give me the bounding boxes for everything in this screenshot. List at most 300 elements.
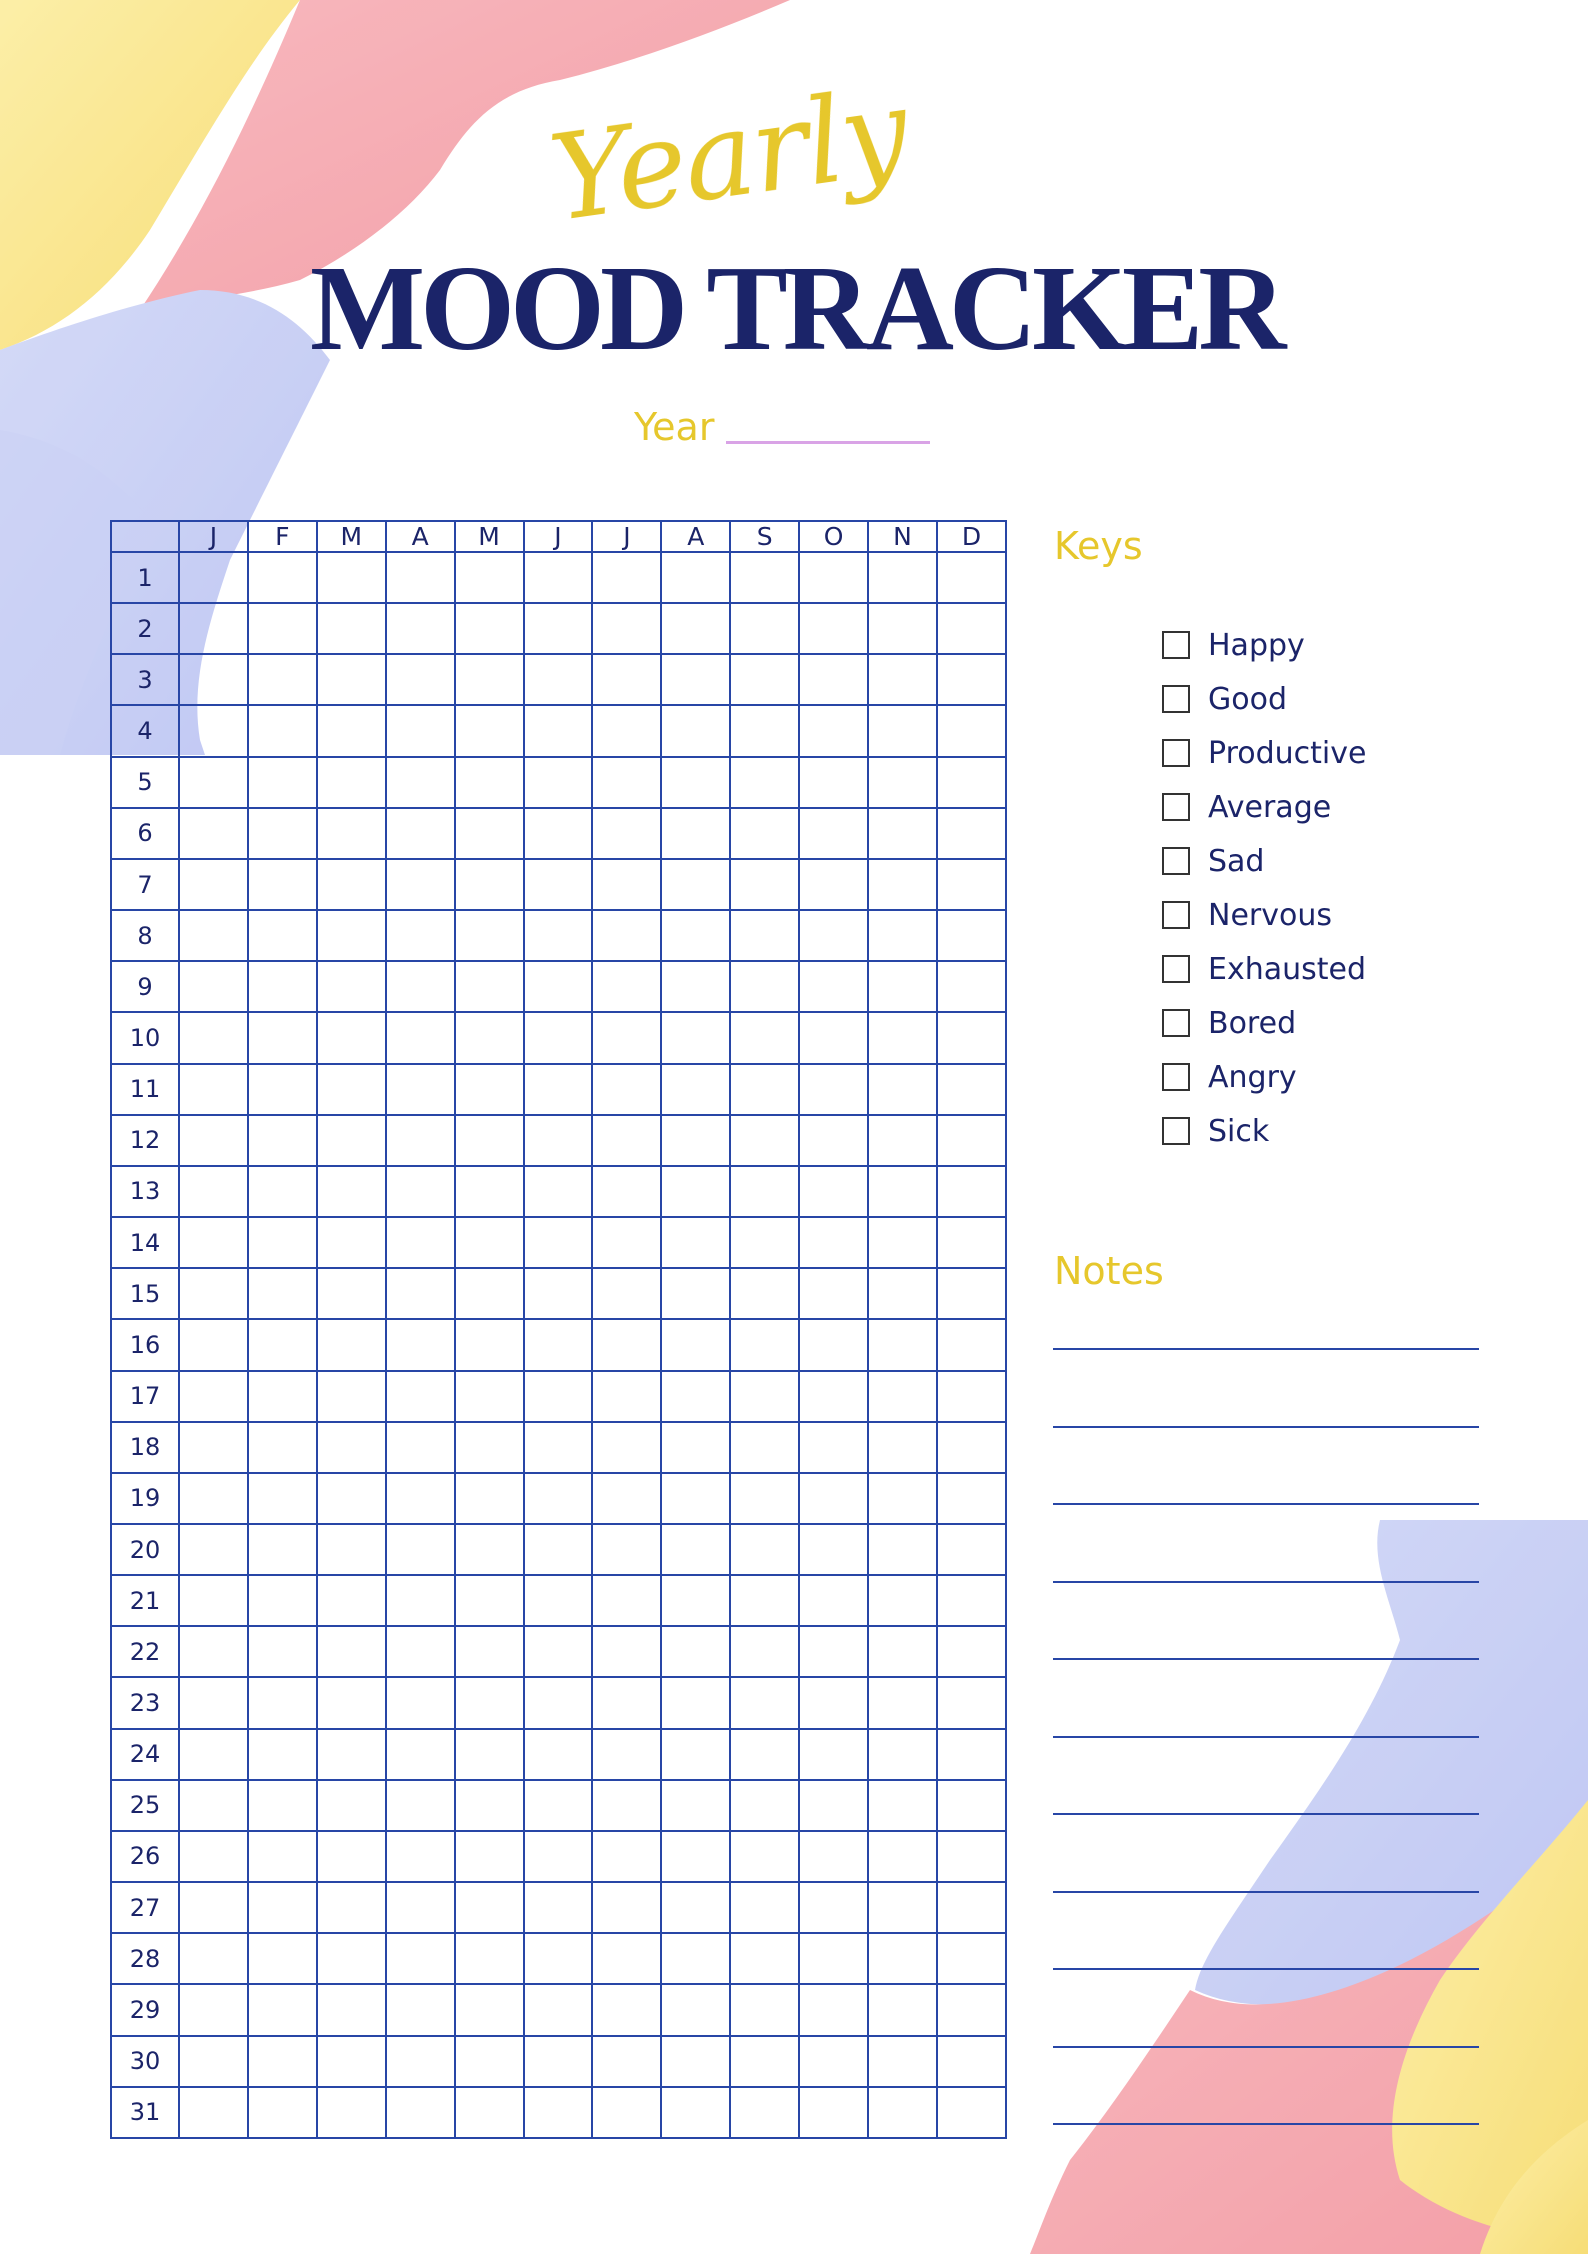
mood-cell[interactable] <box>868 1319 937 1370</box>
mood-cell[interactable] <box>179 2087 248 2138</box>
mood-cell[interactable] <box>799 1524 868 1575</box>
mood-cell[interactable] <box>317 757 386 808</box>
mood-cell[interactable] <box>868 1115 937 1166</box>
mood-cell[interactable] <box>661 1729 730 1780</box>
mood-cell[interactable] <box>937 757 1006 808</box>
mood-cell[interactable] <box>179 1575 248 1626</box>
mood-cell[interactable] <box>386 1677 455 1728</box>
mood-cell[interactable] <box>179 552 248 603</box>
mood-cell[interactable] <box>386 1268 455 1319</box>
mood-cell[interactable] <box>248 1473 317 1524</box>
mood-cell[interactable] <box>317 1371 386 1422</box>
mood-cell[interactable] <box>799 1268 868 1319</box>
mood-cell[interactable] <box>799 910 868 961</box>
mood-cell[interactable] <box>248 1984 317 2035</box>
mood-cell[interactable] <box>248 1371 317 1422</box>
mood-cell[interactable] <box>455 1831 524 1882</box>
mood-cell[interactable] <box>524 2036 593 2087</box>
mood-cell[interactable] <box>386 1831 455 1882</box>
mood-cell[interactable] <box>799 859 868 910</box>
mood-cell[interactable] <box>661 1319 730 1370</box>
mood-cell[interactable] <box>592 654 661 705</box>
mood-cell[interactable] <box>179 1166 248 1217</box>
mood-cell[interactable] <box>730 2087 799 2138</box>
key-checkbox[interactable] <box>1162 1063 1190 1091</box>
mood-cell[interactable] <box>386 1371 455 1422</box>
mood-cell[interactable] <box>661 1575 730 1626</box>
mood-cell[interactable] <box>317 1575 386 1626</box>
mood-cell[interactable] <box>592 1933 661 1984</box>
mood-cell[interactable] <box>524 1371 593 1422</box>
mood-cell[interactable] <box>661 654 730 705</box>
mood-cell[interactable] <box>455 859 524 910</box>
mood-cell[interactable] <box>455 1933 524 1984</box>
mood-cell[interactable] <box>730 1882 799 1933</box>
mood-cell[interactable] <box>937 1575 1006 1626</box>
mood-cell[interactable] <box>937 1524 1006 1575</box>
mood-cell[interactable] <box>868 1371 937 1422</box>
year-input-line[interactable] <box>726 441 930 444</box>
mood-cell[interactable] <box>799 1831 868 1882</box>
mood-cell[interactable] <box>317 1729 386 1780</box>
mood-cell[interactable] <box>661 1677 730 1728</box>
mood-cell[interactable] <box>799 603 868 654</box>
mood-cell[interactable] <box>248 2036 317 2087</box>
mood-cell[interactable] <box>524 808 593 859</box>
mood-cell[interactable] <box>179 1933 248 1984</box>
mood-cell[interactable] <box>730 2036 799 2087</box>
mood-cell[interactable] <box>799 654 868 705</box>
mood-cell[interactable] <box>661 859 730 910</box>
key-checkbox[interactable] <box>1162 901 1190 929</box>
mood-cell[interactable] <box>661 1473 730 1524</box>
mood-cell[interactable] <box>937 2087 1006 2138</box>
mood-cell[interactable] <box>799 1984 868 2035</box>
mood-cell[interactable] <box>799 705 868 756</box>
mood-cell[interactable] <box>179 654 248 705</box>
mood-cell[interactable] <box>799 2036 868 2087</box>
mood-cell[interactable] <box>179 1626 248 1677</box>
mood-cell[interactable] <box>455 1575 524 1626</box>
mood-cell[interactable] <box>799 552 868 603</box>
mood-cell[interactable] <box>179 910 248 961</box>
mood-cell[interactable] <box>179 1677 248 1728</box>
key-checkbox[interactable] <box>1162 739 1190 767</box>
mood-cell[interactable] <box>661 1012 730 1063</box>
mood-cell[interactable] <box>799 1217 868 1268</box>
mood-cell[interactable] <box>730 910 799 961</box>
mood-cell[interactable] <box>592 2087 661 2138</box>
mood-cell[interactable] <box>248 859 317 910</box>
mood-cell[interactable] <box>730 1012 799 1063</box>
mood-cell[interactable] <box>868 1729 937 1780</box>
mood-cell[interactable] <box>730 1575 799 1626</box>
mood-cell[interactable] <box>179 1831 248 1882</box>
mood-cell[interactable] <box>524 654 593 705</box>
mood-cell[interactable] <box>868 1064 937 1115</box>
mood-cell[interactable] <box>455 1524 524 1575</box>
mood-cell[interactable] <box>386 1626 455 1677</box>
mood-cell[interactable] <box>386 910 455 961</box>
mood-cell[interactable] <box>937 1319 1006 1370</box>
mood-cell[interactable] <box>455 1677 524 1728</box>
mood-cell[interactable] <box>386 654 455 705</box>
key-checkbox[interactable] <box>1162 631 1190 659</box>
mood-cell[interactable] <box>937 1729 1006 1780</box>
mood-cell[interactable] <box>730 1780 799 1831</box>
mood-cell[interactable] <box>592 1166 661 1217</box>
mood-cell[interactable] <box>524 1473 593 1524</box>
mood-cell[interactable] <box>868 1626 937 1677</box>
mood-cell[interactable] <box>524 1166 593 1217</box>
mood-cell[interactable] <box>524 705 593 756</box>
mood-cell[interactable] <box>799 1115 868 1166</box>
mood-cell[interactable] <box>524 1422 593 1473</box>
mood-cell[interactable] <box>386 1319 455 1370</box>
note-line[interactable] <box>1053 2123 1479 2125</box>
mood-cell[interactable] <box>799 808 868 859</box>
mood-cell[interactable] <box>799 1677 868 1728</box>
mood-cell[interactable] <box>455 1319 524 1370</box>
mood-cell[interactable] <box>868 1677 937 1728</box>
mood-cell[interactable] <box>799 1780 868 1831</box>
mood-cell[interactable] <box>317 910 386 961</box>
mood-cell[interactable] <box>455 1371 524 1422</box>
mood-cell[interactable] <box>592 1729 661 1780</box>
mood-cell[interactable] <box>179 603 248 654</box>
note-line[interactable] <box>1053 1658 1479 1660</box>
mood-cell[interactable] <box>455 2087 524 2138</box>
mood-cell[interactable] <box>661 705 730 756</box>
mood-cell[interactable] <box>937 1831 1006 1882</box>
mood-cell[interactable] <box>937 654 1006 705</box>
mood-cell[interactable] <box>592 1984 661 2035</box>
mood-cell[interactable] <box>799 1371 868 1422</box>
mood-cell[interactable] <box>386 2036 455 2087</box>
mood-cell[interactable] <box>937 1371 1006 1422</box>
mood-cell[interactable] <box>248 1012 317 1063</box>
mood-cell[interactable] <box>868 1575 937 1626</box>
mood-cell[interactable] <box>730 1473 799 1524</box>
mood-cell[interactable] <box>386 705 455 756</box>
mood-cell[interactable] <box>248 1319 317 1370</box>
mood-cell[interactable] <box>386 757 455 808</box>
mood-cell[interactable] <box>868 757 937 808</box>
mood-cell[interactable] <box>455 2036 524 2087</box>
mood-cell[interactable] <box>455 808 524 859</box>
mood-cell[interactable] <box>661 1780 730 1831</box>
mood-cell[interactable] <box>799 1064 868 1115</box>
key-checkbox[interactable] <box>1162 685 1190 713</box>
mood-cell[interactable] <box>868 552 937 603</box>
mood-cell[interactable] <box>317 603 386 654</box>
mood-cell[interactable] <box>317 2036 386 2087</box>
mood-cell[interactable] <box>730 1371 799 1422</box>
mood-cell[interactable] <box>592 1882 661 1933</box>
mood-cell[interactable] <box>317 1524 386 1575</box>
mood-cell[interactable] <box>799 1729 868 1780</box>
mood-cell[interactable] <box>248 1831 317 1882</box>
mood-cell[interactable] <box>661 552 730 603</box>
mood-cell[interactable] <box>386 1217 455 1268</box>
mood-cell[interactable] <box>248 603 317 654</box>
mood-cell[interactable] <box>455 1626 524 1677</box>
mood-cell[interactable] <box>317 2087 386 2138</box>
mood-cell[interactable] <box>661 1166 730 1217</box>
mood-cell[interactable] <box>248 1217 317 1268</box>
mood-cell[interactable] <box>592 859 661 910</box>
mood-cell[interactable] <box>937 2036 1006 2087</box>
mood-cell[interactable] <box>868 1473 937 1524</box>
mood-cell[interactable] <box>179 705 248 756</box>
mood-cell[interactable] <box>661 1933 730 1984</box>
mood-cell[interactable] <box>730 654 799 705</box>
mood-cell[interactable] <box>179 757 248 808</box>
mood-cell[interactable] <box>799 1575 868 1626</box>
mood-cell[interactable] <box>386 808 455 859</box>
mood-cell[interactable] <box>592 910 661 961</box>
mood-cell[interactable] <box>455 552 524 603</box>
mood-cell[interactable] <box>592 2036 661 2087</box>
mood-cell[interactable] <box>868 910 937 961</box>
mood-cell[interactable] <box>592 705 661 756</box>
mood-cell[interactable] <box>799 1012 868 1063</box>
mood-cell[interactable] <box>592 1319 661 1370</box>
mood-cell[interactable] <box>661 808 730 859</box>
mood-cell[interactable] <box>455 1012 524 1063</box>
mood-cell[interactable] <box>179 1268 248 1319</box>
mood-cell[interactable] <box>661 1984 730 2035</box>
mood-cell[interactable] <box>248 1677 317 1728</box>
mood-cell[interactable] <box>868 1217 937 1268</box>
mood-cell[interactable] <box>937 1473 1006 1524</box>
mood-cell[interactable] <box>455 1882 524 1933</box>
mood-cell[interactable] <box>179 1319 248 1370</box>
mood-cell[interactable] <box>386 1012 455 1063</box>
mood-cell[interactable] <box>868 1984 937 2035</box>
mood-cell[interactable] <box>524 1831 593 1882</box>
mood-cell[interactable] <box>455 757 524 808</box>
mood-cell[interactable] <box>524 1933 593 1984</box>
mood-cell[interactable] <box>661 2036 730 2087</box>
mood-cell[interactable] <box>661 1268 730 1319</box>
mood-cell[interactable] <box>317 1319 386 1370</box>
mood-cell[interactable] <box>730 705 799 756</box>
mood-cell[interactable] <box>179 1115 248 1166</box>
mood-cell[interactable] <box>661 757 730 808</box>
mood-cell[interactable] <box>524 1115 593 1166</box>
mood-cell[interactable] <box>386 603 455 654</box>
mood-cell[interactable] <box>730 603 799 654</box>
mood-cell[interactable] <box>937 1677 1006 1728</box>
note-line[interactable] <box>1053 1891 1479 1893</box>
mood-cell[interactable] <box>179 1012 248 1063</box>
mood-cell[interactable] <box>730 1268 799 1319</box>
mood-cell[interactable] <box>248 1626 317 1677</box>
mood-cell[interactable] <box>730 808 799 859</box>
mood-cell[interactable] <box>179 1524 248 1575</box>
mood-cell[interactable] <box>937 1012 1006 1063</box>
mood-cell[interactable] <box>317 552 386 603</box>
mood-cell[interactable] <box>730 1831 799 1882</box>
mood-cell[interactable] <box>248 1064 317 1115</box>
mood-cell[interactable] <box>317 1166 386 1217</box>
mood-cell[interactable] <box>455 705 524 756</box>
mood-cell[interactable] <box>179 1729 248 1780</box>
mood-cell[interactable] <box>317 1422 386 1473</box>
mood-cell[interactable] <box>317 1831 386 1882</box>
key-checkbox[interactable] <box>1162 847 1190 875</box>
mood-cell[interactable] <box>937 1166 1006 1217</box>
mood-cell[interactable] <box>179 859 248 910</box>
mood-cell[interactable] <box>455 1780 524 1831</box>
mood-cell[interactable] <box>592 757 661 808</box>
mood-cell[interactable] <box>937 1933 1006 1984</box>
mood-cell[interactable] <box>317 1882 386 1933</box>
mood-cell[interactable] <box>937 1217 1006 1268</box>
mood-cell[interactable] <box>455 603 524 654</box>
mood-cell[interactable] <box>868 1831 937 1882</box>
mood-cell[interactable] <box>455 1115 524 1166</box>
mood-cell[interactable] <box>799 1473 868 1524</box>
note-line[interactable] <box>1053 1348 1479 1350</box>
mood-cell[interactable] <box>248 1780 317 1831</box>
mood-cell[interactable] <box>386 1780 455 1831</box>
mood-cell[interactable] <box>317 1626 386 1677</box>
mood-cell[interactable] <box>661 1831 730 1882</box>
mood-cell[interactable] <box>455 961 524 1012</box>
mood-cell[interactable] <box>524 552 593 603</box>
mood-cell[interactable] <box>868 1524 937 1575</box>
mood-cell[interactable] <box>730 1729 799 1780</box>
mood-cell[interactable] <box>386 1473 455 1524</box>
mood-cell[interactable] <box>592 1626 661 1677</box>
mood-cell[interactable] <box>248 1115 317 1166</box>
mood-cell[interactable] <box>592 552 661 603</box>
mood-cell[interactable] <box>386 1882 455 1933</box>
mood-cell[interactable] <box>868 808 937 859</box>
mood-cell[interactable] <box>937 1064 1006 1115</box>
mood-cell[interactable] <box>592 1371 661 1422</box>
mood-cell[interactable] <box>317 1268 386 1319</box>
mood-cell[interactable] <box>386 859 455 910</box>
mood-cell[interactable] <box>730 1064 799 1115</box>
mood-cell[interactable] <box>592 808 661 859</box>
mood-cell[interactable] <box>592 1473 661 1524</box>
key-checkbox[interactable] <box>1162 1009 1190 1037</box>
key-checkbox[interactable] <box>1162 793 1190 821</box>
mood-cell[interactable] <box>799 1882 868 1933</box>
mood-cell[interactable] <box>592 1217 661 1268</box>
mood-cell[interactable] <box>661 1422 730 1473</box>
mood-cell[interactable] <box>868 603 937 654</box>
mood-cell[interactable] <box>248 808 317 859</box>
mood-cell[interactable] <box>248 1166 317 1217</box>
mood-cell[interactable] <box>524 1268 593 1319</box>
mood-cell[interactable] <box>592 1524 661 1575</box>
mood-cell[interactable] <box>661 1524 730 1575</box>
mood-cell[interactable] <box>317 1115 386 1166</box>
mood-cell[interactable] <box>730 1677 799 1728</box>
mood-cell[interactable] <box>248 1729 317 1780</box>
mood-cell[interactable] <box>937 1422 1006 1473</box>
mood-cell[interactable] <box>455 1422 524 1473</box>
mood-cell[interactable] <box>179 961 248 1012</box>
mood-cell[interactable] <box>524 1882 593 1933</box>
mood-cell[interactable] <box>248 2087 317 2138</box>
mood-cell[interactable] <box>455 1984 524 2035</box>
mood-cell[interactable] <box>868 1780 937 1831</box>
mood-cell[interactable] <box>455 1473 524 1524</box>
mood-cell[interactable] <box>248 705 317 756</box>
mood-cell[interactable] <box>661 961 730 1012</box>
mood-cell[interactable] <box>524 1524 593 1575</box>
mood-cell[interactable] <box>868 859 937 910</box>
mood-cell[interactable] <box>661 1626 730 1677</box>
mood-cell[interactable] <box>937 705 1006 756</box>
mood-cell[interactable] <box>730 1217 799 1268</box>
mood-cell[interactable] <box>317 705 386 756</box>
mood-cell[interactable] <box>730 961 799 1012</box>
key-checkbox[interactable] <box>1162 955 1190 983</box>
mood-cell[interactable] <box>730 1115 799 1166</box>
mood-cell[interactable] <box>661 910 730 961</box>
mood-cell[interactable] <box>386 1422 455 1473</box>
mood-cell[interactable] <box>386 1115 455 1166</box>
mood-cell[interactable] <box>868 2087 937 2138</box>
mood-cell[interactable] <box>524 1319 593 1370</box>
mood-cell[interactable] <box>317 1217 386 1268</box>
mood-cell[interactable] <box>317 961 386 1012</box>
mood-cell[interactable] <box>179 2036 248 2087</box>
mood-cell[interactable] <box>248 757 317 808</box>
mood-cell[interactable] <box>661 1217 730 1268</box>
mood-cell[interactable] <box>592 1575 661 1626</box>
mood-cell[interactable] <box>317 859 386 910</box>
mood-cell[interactable] <box>730 1524 799 1575</box>
mood-cell[interactable] <box>592 1422 661 1473</box>
mood-cell[interactable] <box>317 1012 386 1063</box>
mood-cell[interactable] <box>317 1780 386 1831</box>
mood-cell[interactable] <box>179 1217 248 1268</box>
mood-cell[interactable] <box>730 1626 799 1677</box>
mood-cell[interactable] <box>179 1371 248 1422</box>
mood-cell[interactable] <box>524 961 593 1012</box>
mood-cell[interactable] <box>386 2087 455 2138</box>
mood-cell[interactable] <box>592 1831 661 1882</box>
mood-cell[interactable] <box>248 1524 317 1575</box>
mood-cell[interactable] <box>868 961 937 1012</box>
mood-cell[interactable] <box>386 1524 455 1575</box>
mood-cell[interactable] <box>937 1984 1006 2035</box>
mood-cell[interactable] <box>799 961 868 1012</box>
mood-cell[interactable] <box>661 1115 730 1166</box>
mood-cell[interactable] <box>592 1677 661 1728</box>
mood-cell[interactable] <box>386 1166 455 1217</box>
mood-cell[interactable] <box>868 1882 937 1933</box>
mood-cell[interactable] <box>386 1984 455 2035</box>
mood-cell[interactable] <box>661 2087 730 2138</box>
mood-cell[interactable] <box>386 1729 455 1780</box>
mood-cell[interactable] <box>386 1064 455 1115</box>
mood-cell[interactable] <box>455 910 524 961</box>
mood-cell[interactable] <box>592 603 661 654</box>
mood-cell[interactable] <box>179 1780 248 1831</box>
mood-cell[interactable] <box>937 808 1006 859</box>
mood-cell[interactable] <box>661 1371 730 1422</box>
mood-cell[interactable] <box>799 757 868 808</box>
mood-cell[interactable] <box>524 1984 593 2035</box>
